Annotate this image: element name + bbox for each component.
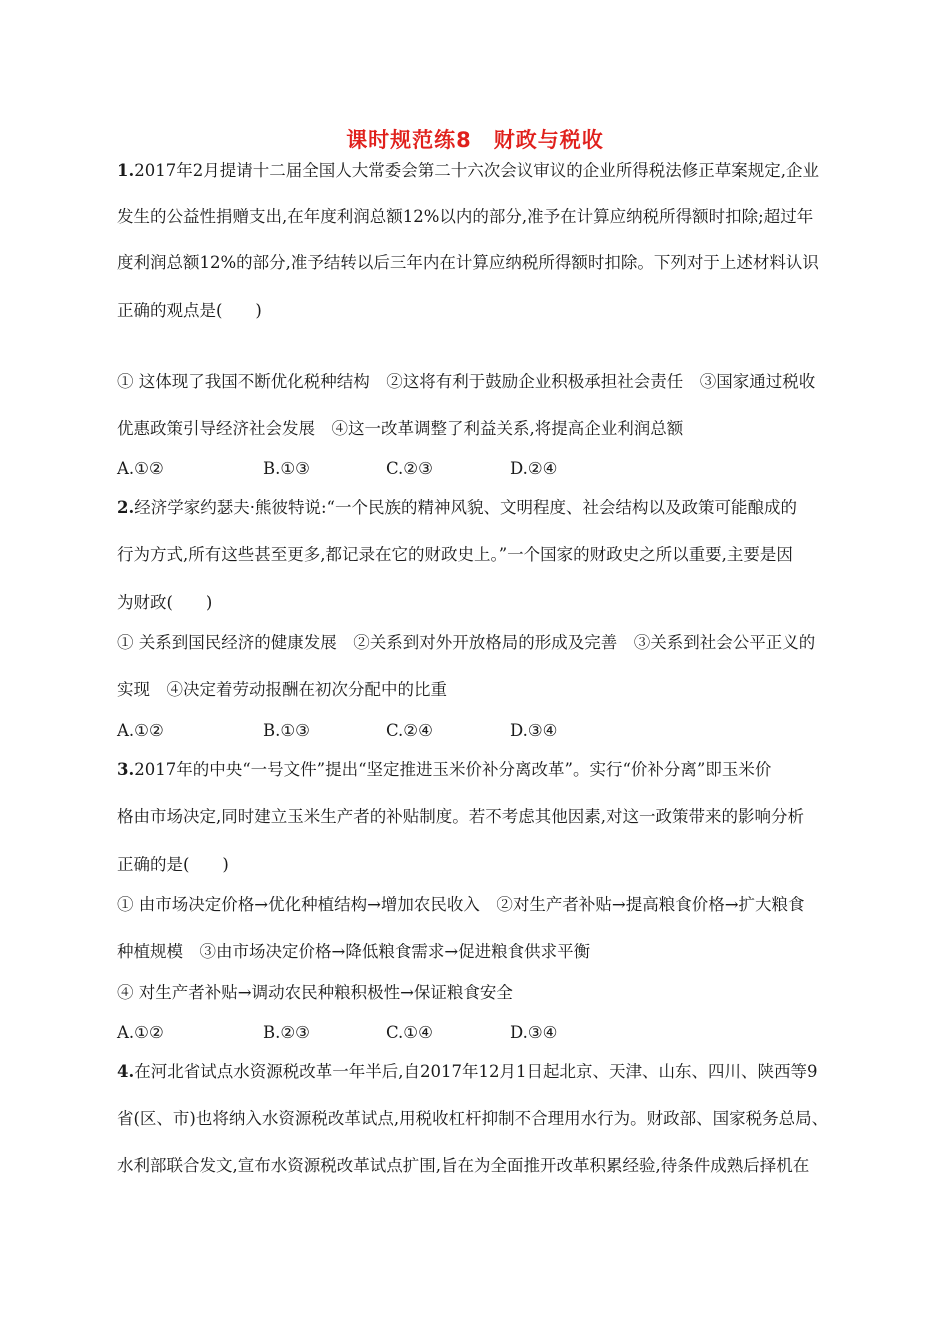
q1-option-b[interactable]: B.①③ xyxy=(263,459,310,478)
q3-stem-line-2: 格由市场决定,同时建立玉米生产者的补贴制度。若不考虑其他因素,对这一政策带来的影响分析 xyxy=(117,807,804,826)
q1-item-line-2: 优惠政策引导经济社会发展 ④这一改革调整了利益关系,将提高企业利润总额 xyxy=(117,419,684,438)
q3-option-d[interactable]: D.③④ xyxy=(510,1023,558,1042)
q2-item-line-1: ① 关系到国民经济的健康发展 ②关系到对外开放格局的形成及完善 ③关系到社会公平正义的 xyxy=(117,633,816,652)
q3-item-line-3: ④ 对生产者补贴→调动农民种粮积极性→保证粮食安全 xyxy=(117,983,513,1002)
q2-stem-line-1: 2.经济学家约瑟夫·熊彼特说:“一个民族的精神风貌、文明程度、社会结构以及政策可能酿成的 xyxy=(117,498,797,517)
q1-option-a[interactable]: A.①② xyxy=(117,459,164,478)
q2-option-a[interactable]: A.①② xyxy=(117,721,164,740)
q3-item-line-2: 种植规模 ③由市场决定价格→降低粮食需求→促进粮食供求平衡 xyxy=(117,942,591,961)
q2-option-c[interactable]: C.②④ xyxy=(386,721,433,740)
q3-stem-line-1: 3.2017年的中央“一号文件”提出“坚定推进玉米价补分离改革”。实行“价补分离”即玉米价 xyxy=(117,760,772,779)
q1-stem-line-4: 正确的观点是( ) xyxy=(117,301,262,320)
q3-option-a[interactable]: A.①② xyxy=(117,1023,164,1042)
page-title: 课时规范练8 财政与税收 xyxy=(346,128,604,152)
q4-stem-line-2: 省(区、市)也将纳入水资源税改革试点,用税收杠杆抑制不合理用水行为。财政部、国家税务总局、 xyxy=(117,1109,829,1128)
q2-item-line-2: 实现 ④决定着劳动报酬在初次分配中的比重 xyxy=(117,680,447,699)
q1-option-c[interactable]: C.②③ xyxy=(386,459,433,478)
q1-option-d[interactable]: D.②④ xyxy=(510,459,558,478)
q2-option-b[interactable]: B.①③ xyxy=(263,721,310,740)
q3-option-b[interactable]: B.②③ xyxy=(263,1023,310,1042)
q4-stem-line-3: 水利部联合发文,宣布水资源税改革试点扩围,旨在为全面推开改革积累经验,待条件成熟后择机在 xyxy=(117,1156,810,1175)
q1-stem-line-3: 度利润总额12%的部分,准予结转以后三年内在计算应纳税所得额时扣除。下列对于上述材料认识 xyxy=(117,253,819,272)
q2-number: 2. xyxy=(117,498,135,517)
q4-number: 4. xyxy=(117,1062,135,1081)
q4-stem-line-1: 4.在河北省试点水资源税改革一年半后,自2017年12月1日起北京、天津、山东、四川、陕西等9 xyxy=(117,1062,818,1081)
q2-stem-line-2: 行为方式,所有这些甚至更多,都记录在它的财政史上。”一个国家的财政史之所以重要,主要是因 xyxy=(117,545,793,564)
q3-number: 3. xyxy=(117,760,135,779)
q1-item-line-1: ① 这体现了我国不断优化税种结构 ②这将有利于鼓励企业积极承担社会责任 ③国家通过税收 xyxy=(117,372,816,391)
q3-stem-line-3: 正确的是( ) xyxy=(117,855,229,874)
q2-option-d[interactable]: D.③④ xyxy=(510,721,558,740)
q2-stem-line-3: 为财政( ) xyxy=(117,593,213,612)
q1-number: 1. xyxy=(117,161,135,180)
q3-option-c[interactable]: C.①④ xyxy=(386,1023,433,1042)
q1-stem-line-1: 1.2017年2月提请十二届全国人大常委会第二十六次会议审议的企业所得税法修正草案规定,企业 xyxy=(117,161,819,180)
q1-stem-line-2: 发生的公益性捐赠支出,在年度利润总额12%以内的部分,准予在计算应纳税所得额时扣除;超过年 xyxy=(117,207,814,226)
q3-item-line-1: ① 由市场决定价格→优化种植结构→增加农民收入 ②对生产者补贴→提高粮食价格→扩大粮食 xyxy=(117,895,805,914)
